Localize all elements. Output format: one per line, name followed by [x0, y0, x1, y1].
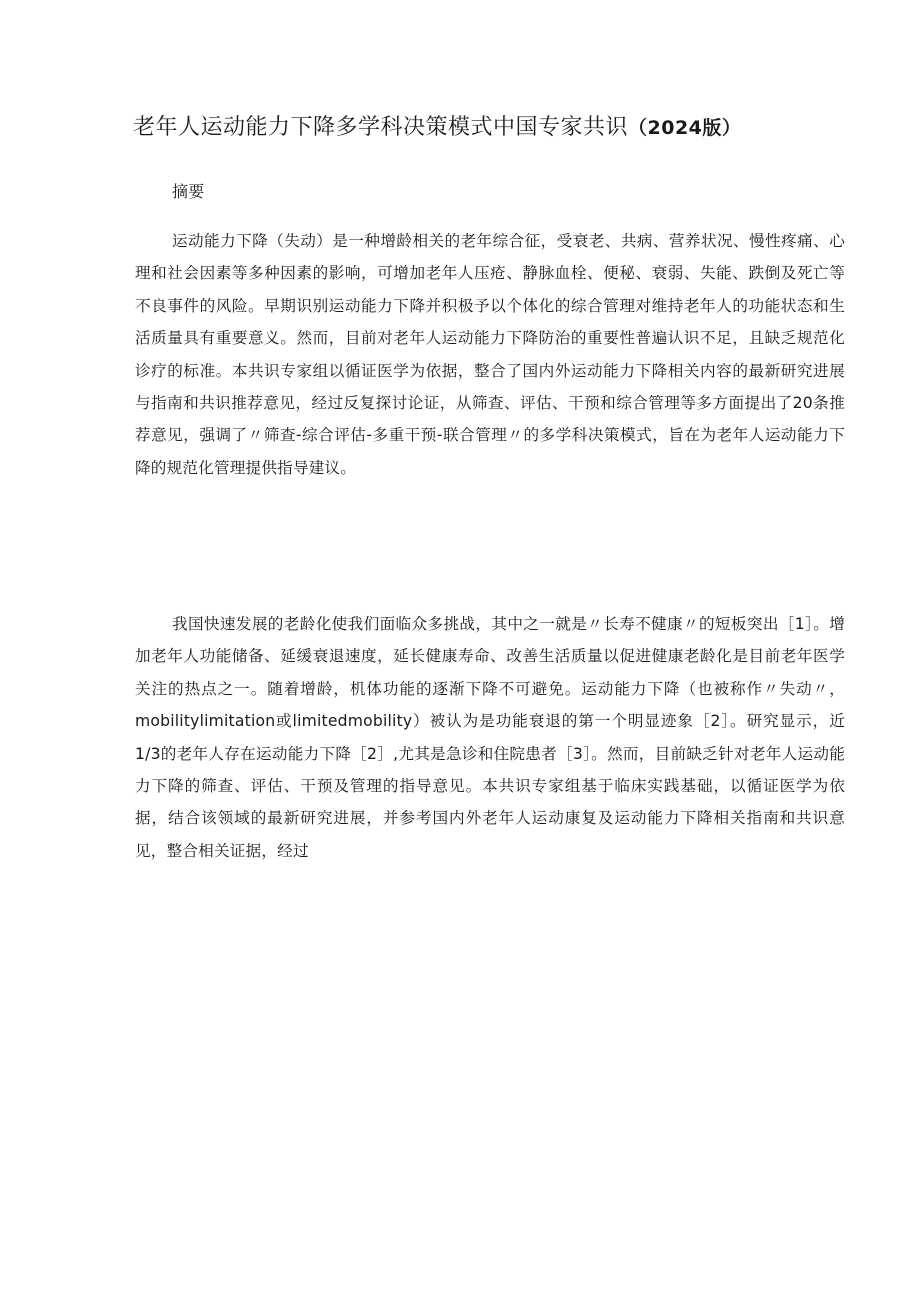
title-main: 老年人运动能力下降多学科决策模式中国专家共识: [133, 115, 629, 140]
intro-paragraph: 我国快速发展的老龄化使我们面临众多挑战，其中之一就是〃长寿不健康〃的短板突出［1］。增加老年人功能储备、延缓衰退速度，延长健康寿命、改善生活质量以促进健康老龄化是目前老年医学关注的热点之一。随着增龄，机体功能的逐渐下降不可避免。运动能力下降（也被称作〃失动〃，mobilitylimitation或limitedmobility）被认为是功能衰退的第一个明显迹象［2］。研究显示，近1/3的老年人存在运动能力下降［2］,尤其是急诊和住院患者［3］。然而，目前缺乏针对老年人运动能力下降的筛查、评估、干预及管理的指导意见。本共识专家组基于临床实践基础，以循证医学为依据，结合该领域的最新研究进展，并参考国内外老年人运动康复及运动能力下降相关指南和共识意见，整合相关证据，经过: [135, 615, 845, 860]
abstract-paragraph: 运动能力下降（失动）是一种增龄相关的老年综合征，受衰老、共病、营养状况、慢性疼痛、心理和社会因素等多种因素的影响，可增加老年人压疮、静脉血栓、便秘、衰弱、失能、跌倒及死亡等不良事件的风险。早期识别运动能力下降并积极予以个体化的综合管理对维持老年人的功能状态和生活质量具有重要意义。然而，目前对老年人运动能力下降防治的重要性普遍认识不足，且缺乏规范化诊疗的标准。本共识专家组以循证医学为依据，整合了国内外运动能力下降相关内容的最新研究进展与指南和共识推荐意见，经过反复探讨论证，从筛查、评估、干预和综合管理等多方面提出了20条推荐意见，强调了〃筛查-综合评估-多重干预-联合管理〃的多学科决策模式，旨在为老年人运动能力下降的规范化管理提供指导建议。: [135, 232, 845, 477]
title-year: （2024版）: [628, 117, 742, 139]
abstract-heading: 摘要: [172, 182, 205, 201]
document-title: [133, 112, 853, 144]
